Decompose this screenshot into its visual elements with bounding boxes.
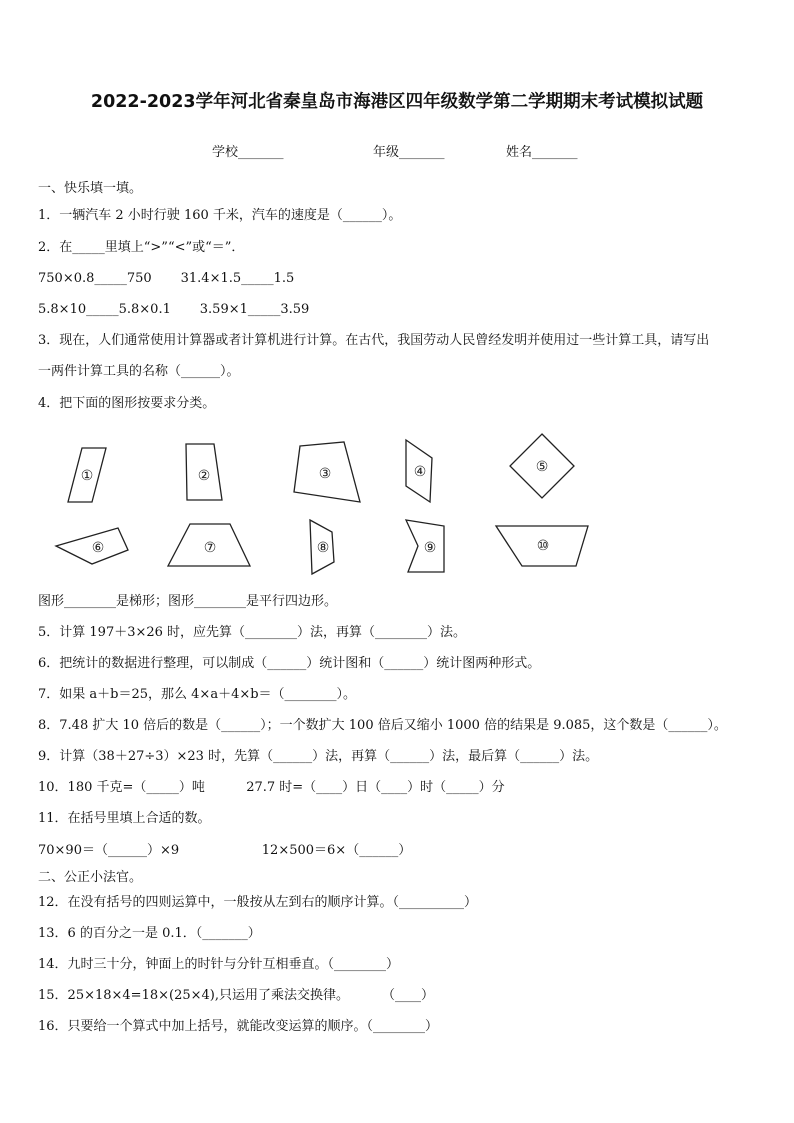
question-2: 2．在_____里填上“>”“<”或“＝”． xyxy=(38,240,245,255)
label-2: ② xyxy=(197,468,211,484)
question-13: 13．6 的百分之一是 0.1．（_______） xyxy=(38,926,261,941)
question-3: 3．现在，人们通常使用计算器或者计算机进行计算。在古代，我国劳动人民曾经发明并使用过一些计算工具，请写出 xyxy=(38,333,710,348)
label-1: ① xyxy=(80,468,94,484)
label-5: ⑤ xyxy=(535,459,549,475)
label-3: ③ xyxy=(318,466,332,482)
label-9: ⑨ xyxy=(423,540,437,556)
shapes-svg xyxy=(38,430,598,580)
label-4: ④ xyxy=(413,464,427,480)
question-14: 14．九时三十分，钟面上的时针与分针互相垂直。（________） xyxy=(38,957,400,972)
label-6: ⑥ xyxy=(91,540,105,556)
question-5: 5．计算 197＋3×26 时，应先算（________）法，再算（________）法。 xyxy=(38,625,467,640)
name-field: 姓名_______ xyxy=(506,145,578,160)
page-title: 2022-2023学年河北省秦皇岛市海港区四年级数学第二学期期末考试模拟试题 xyxy=(90,92,704,112)
question-10: 10．180 千克=（_____）吨 27.7 时=（____）日（____）时（_____）分 xyxy=(38,780,505,795)
label-7: ⑦ xyxy=(203,540,217,556)
question-12: 12．在没有括号的四则运算中，一般按从左到右的顺序计算。（__________） xyxy=(38,895,478,910)
question-8: 8．7.48 扩大 10 倍后的数是（______）；一个数扩大 100 倍后又缩小 1000 倍的结果是 9.085，这个数是（______）。 xyxy=(38,718,727,733)
label-8: ⑧ xyxy=(316,540,330,556)
school-field: 学校_______ xyxy=(212,145,284,160)
question-7: 7．如果 a＋b＝25，那么 4×a＋4×b＝（________）。 xyxy=(38,687,357,702)
question-16: 16．只要给一个算式中加上括号，就能改变运算的顺序。（________） xyxy=(38,1019,439,1034)
question-4: 4．把下面的图形按要求分类。 xyxy=(38,396,216,411)
label-10: ⑩ xyxy=(536,538,550,554)
question-6: 6．把统计的数据进行整理，可以制成（______）统计图和（______）统计图两种形式。 xyxy=(38,656,541,671)
shapes-figure xyxy=(38,430,598,580)
question-9: 9．计算（38＋27÷3）×23 时，先算（______）法，再算（______）法，最后算（______）法。 xyxy=(38,749,599,764)
question-11: 11．在括号里填上合适的数。 xyxy=(38,811,211,826)
question-2-row-2: 5.8×10_____5.8×0.1 3.59×1_____3.59 xyxy=(38,302,310,317)
question-15: 15．25×18×4=18×(25×4),只运用了乘法交换律。 （____） xyxy=(38,988,435,1003)
question-11-row: 70×90＝（______）×9 12×500＝6×（______） xyxy=(38,843,412,858)
question-1: 1．一辆汽车 2 小时行驶 160 千米，汽车的速度是（______）。 xyxy=(38,208,402,223)
question-2-row-1: 750×0.8_____750 31.4×1.5_____1.5 xyxy=(38,271,295,286)
grade-field: 年级_______ xyxy=(373,145,445,160)
question-4-answer: 图形________是梯形；图形________是平行四边形。 xyxy=(38,594,338,609)
section-heading-1: 一、快乐填一填。 xyxy=(38,181,143,196)
question-3-cont: 一两件计算工具的名称（______）。 xyxy=(38,364,240,379)
section-heading-2: 二、公正小法官。 xyxy=(38,870,143,885)
